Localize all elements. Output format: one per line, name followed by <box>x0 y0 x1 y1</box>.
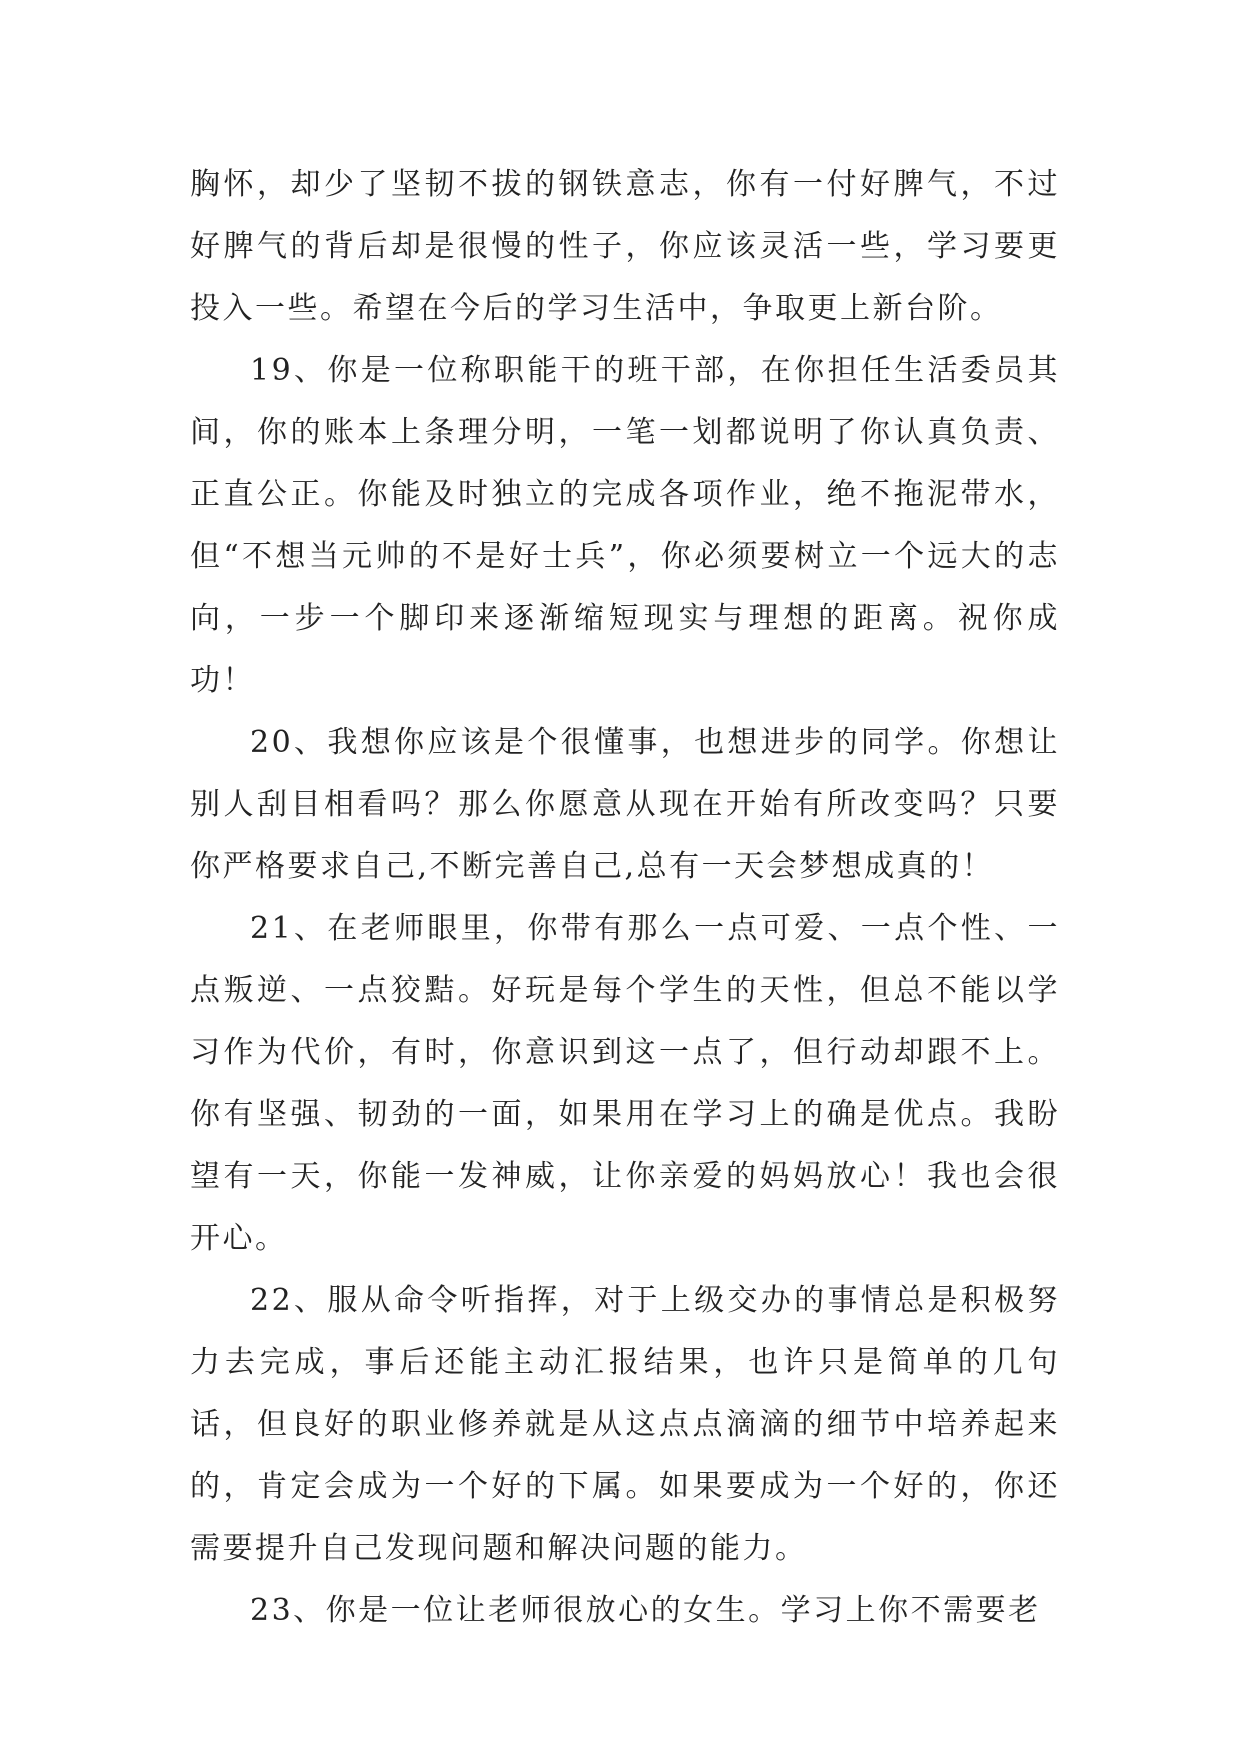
paragraph-continued: 胸怀，却少了坚韧不拔的钢铁意志，你有一付好脾气，不过好脾气的背后却是很慢的性子，你应该灵活一些，学习要更投入一些。希望在今后的学习生活中，争取更上新台阶。 <box>190 167 1060 326</box>
paragraph-19: 19、你是一位称职能干的班干部，在你担任生活委员其间，你的账本上条理分明，一笔一划都说明了你认真负责、正直公正。你能及时独立的完成各项作业，绝不拖泥带水，但“不想当元帅的不是好士兵”，你必须要树立一个远大的志向，一步一个脚印来逐渐缩短现实与理想的距离。祝你成功！ <box>190 353 1060 698</box>
paragraph-22: 22、服从命令听指挥，对于上级交办的事情总是积极努力去完成，事后还能主动汇报结果，也许只是简单的几句话，但良好的职业修养就是从这点点滴滴的细节中培养起来的，肯定会成为一个好的下属。如果要成为一个好的，你还需要提升自己发现问题和解决问题的能力。 <box>190 1283 1060 1566</box>
paragraph-21: 21、在老师眼里，你带有那么一点可爱、一点个性、一点叛逆、一点狡黠。好玩是每个学生的天性，但总不能以学习作为代价，有时，你意识到这一点了，但行动却跟不上。你有坚强、韧劲的一面，如果用在学习上的确是优点。我盼望有一天，你能一发神威，让你亲爱的妈妈放心！我也会很开心。 <box>190 911 1060 1256</box>
paragraph-20: 20、我想你应该是个很懂事，也想进步的同学。你想让别人刮目相看吗？那么你愿意从现在开始有所改变吗？只要你严格要求自己,不断完善自己,总有一天会梦想成真的！ <box>190 725 1060 884</box>
paragraph-23: 23、你是一位让老师很放心的女生。学习上你不需要老 <box>250 1593 1041 1628</box>
document-body <box>190 154 1060 1642</box>
